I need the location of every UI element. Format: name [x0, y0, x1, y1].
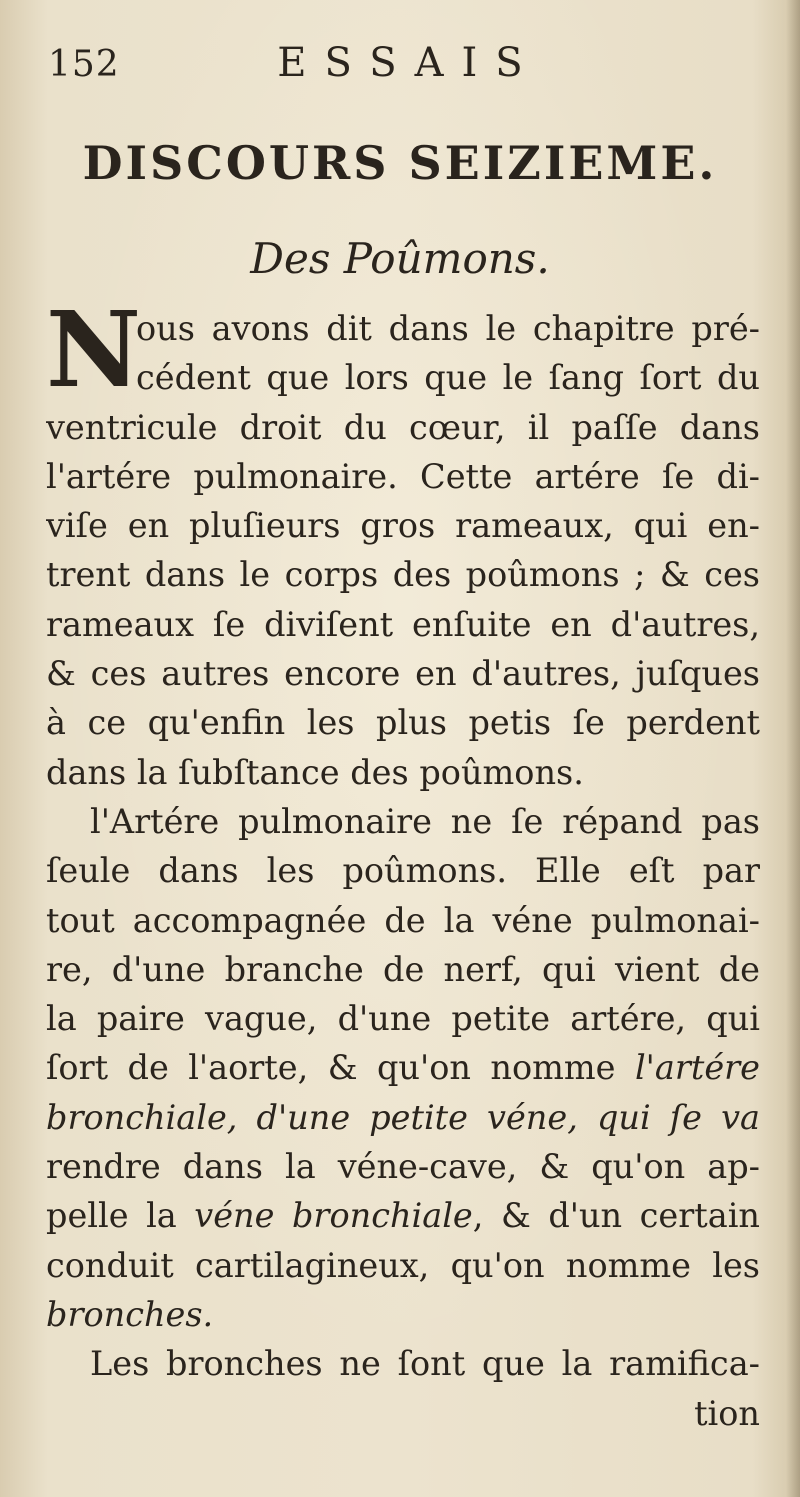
italic-term: bronchiale, d'une petite véne, qui ſe va: [46, 1097, 760, 1137]
text-line: à ce qu'enfin les plus petis ſe perdent: [46, 703, 760, 743]
text-line: l'Artére pulmonaire ne ſe répand pas: [90, 801, 760, 841]
text-line: re, d'une branche de nerf, qui vient de: [46, 949, 760, 989]
body-text: [46, 304, 760, 1438]
text-line: rameaux ſe diviſent enſuite en d'autres,: [46, 604, 760, 644]
catchword: tion: [694, 1393, 760, 1433]
running-title: ESSAIS: [277, 40, 541, 86]
text-line: l'artére pulmonaire. Cette artére ſe di-: [46, 456, 760, 496]
text-segment: ſort de l'aorte, & qu'on nomme: [46, 1048, 616, 1088]
text-segment: pelle la: [46, 1196, 177, 1236]
text-line: & ces autres encore en d'autres, juſques: [46, 654, 760, 694]
text-line: viſe en pluſieurs gros rameaux, qui en-: [46, 506, 760, 546]
running-head: [0, 40, 800, 100]
text-line: ſeule dans les poûmons. Elle eſt par: [46, 851, 760, 891]
drop-cap: N: [46, 288, 142, 411]
text-line: rendre dans la véne-cave, & qu'on ap-: [46, 1147, 760, 1187]
text-line: ous avons dit dans le chapitre pré-: [136, 309, 760, 348]
chapter-title: DISCOURS SEIZIEME.: [82, 136, 718, 190]
italic-term: véne bronchiale: [194, 1196, 473, 1236]
text-line: la paire vague, d'une petite artére, qui: [46, 999, 760, 1039]
text-line: cédent que lors que le ſang ſort du: [136, 358, 760, 398]
text-line: dans la ſubſtance des poûmons.: [46, 752, 584, 792]
section-title: Des Poûmons.: [250, 234, 550, 283]
text-segment: & d'un certain: [500, 1196, 760, 1236]
text-line: [46, 1043, 760, 1092]
text-line: conduit cartilagineux, qu'on nomme les: [46, 1245, 760, 1285]
italic-term: l'artére: [634, 1048, 760, 1088]
text-line: bronches.: [46, 1294, 214, 1334]
page-number: 152: [48, 44, 120, 85]
text-line: trent dans le corps des poûmons ; & ces: [46, 555, 760, 595]
text-line: [46, 1093, 760, 1142]
text-line: pelle la véne bronchiale, & d'un certain: [46, 1196, 760, 1236]
text-line: tout accompagnée de la véne pulmonai-: [46, 900, 760, 940]
text-line: ventricule droit du cœur, il paſſe dans: [46, 407, 760, 447]
page-edge-shadow: [786, 0, 800, 1497]
text-line: Les bronches ne ſont que la ramifica-: [90, 1344, 760, 1384]
